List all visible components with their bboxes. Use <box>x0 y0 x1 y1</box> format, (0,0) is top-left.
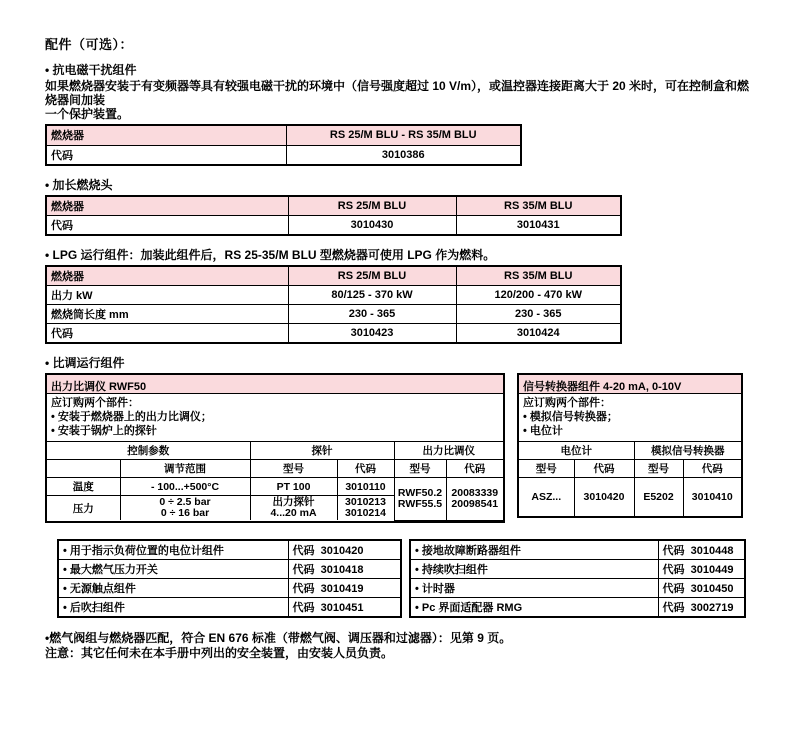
temp-label: 温度 <box>47 478 120 496</box>
pressure-probe-model <box>250 496 337 521</box>
code-value: 3010449 <box>690 563 734 576</box>
accessory-label: • 后吹扫组件 <box>58 597 288 617</box>
subheader-code: 代码 <box>683 460 741 478</box>
accessory-label: • 接地故障断路器组件 <box>410 540 658 560</box>
section-modulating-heading: • 比调运行组件 <box>45 356 125 370</box>
accessory-code <box>288 559 401 578</box>
code-label: 代码 <box>662 563 685 576</box>
cell-value: 3010424 <box>456 324 621 344</box>
emc-code-value: 3010386 <box>286 145 521 165</box>
temp-probe-code: 3010110 <box>337 478 394 496</box>
accessory-code <box>288 578 401 597</box>
table-row <box>46 145 521 165</box>
pressure-probe-code-b: 3010214 <box>345 507 386 519</box>
pressure-probe-code-a: 3010213 <box>345 496 386 508</box>
signal-converter-box-title: 信号转换器组件 4-20 mA, 0-10V <box>519 375 741 394</box>
cell-value: 3010423 <box>288 324 456 344</box>
rwf50-note <box>47 394 503 442</box>
regulator-model-b: RWF55.5 <box>397 497 443 510</box>
regulator-models <box>394 478 446 521</box>
code-label: 代码 <box>662 601 685 614</box>
section-lpg-heading: • LPG 运行组件：加装此组件后，RS 25-35/M BLU 型燃烧器可使用 LPG 作为燃料。 <box>45 248 496 262</box>
table-row <box>47 442 503 460</box>
code-value: 3010418 <box>320 563 364 576</box>
header-cell: 燃烧器 <box>46 266 288 286</box>
code-label: 代码 <box>292 563 315 576</box>
code-label: 代码 <box>662 544 685 557</box>
temp-probe-model: PT 100 <box>250 478 337 496</box>
cell-value: 230 - 365 <box>288 305 456 324</box>
pressure-range-b: 0 ÷ 16 bar <box>160 507 210 519</box>
conv-model: E5202 <box>634 478 683 516</box>
cell-value: 3010430 <box>288 216 456 236</box>
code-label: 代码 <box>292 582 315 595</box>
table-row <box>410 559 745 578</box>
section-emc-heading: • 抗电磁干扰组件 <box>45 63 137 77</box>
accessory-table-right <box>409 539 746 618</box>
sc-note-line2: • 模拟信号转换器； <box>523 411 618 423</box>
emc-burner-header: 燃烧器 <box>46 125 286 145</box>
code-label: 代码 <box>662 582 685 595</box>
group-header-probe: 探针 <box>250 442 394 460</box>
code-label: 代码 <box>292 544 315 557</box>
regulator-codes <box>446 478 503 521</box>
accessory-code <box>658 559 745 578</box>
accessory-label: • 持续吹扫组件 <box>410 559 658 578</box>
cell-label: 代码 <box>46 324 288 344</box>
accessory-label: • 计时器 <box>410 578 658 597</box>
footer-notes <box>45 631 760 661</box>
subheader-code: 代码 <box>337 460 394 478</box>
code-value: 3010451 <box>320 601 364 614</box>
subheader-model: 型号 <box>394 460 446 478</box>
pressure-probe-model-b: 4...20 mA <box>270 507 317 519</box>
signal-converter-table <box>519 442 741 516</box>
rwf50-note-line3: • 安装于锅炉上的探针 <box>51 425 157 437</box>
table-row <box>519 478 741 516</box>
rwf50-note-line1: 应订购两个部件： <box>51 397 139 409</box>
emc-code-label: 代码 <box>46 145 286 165</box>
subheader-model: 型号 <box>519 460 574 478</box>
subheader-range: 调节范围 <box>120 460 250 478</box>
signal-converter-box <box>517 373 743 518</box>
table-row <box>410 540 745 560</box>
emc-model-header: RS 25/M BLU - RS 35/M BLU <box>286 125 521 145</box>
accessory-code <box>288 597 401 617</box>
conv-code: 3010410 <box>683 478 741 516</box>
accessory-label: • 最大燃气压力开关 <box>58 559 288 578</box>
extended-head-table <box>45 195 622 236</box>
header-cell: RS 35/M BLU <box>456 196 621 216</box>
table-row <box>519 442 741 460</box>
table-row <box>519 460 741 478</box>
table-row <box>58 540 401 560</box>
group-header-regulator: 出力比调仪 <box>394 442 503 460</box>
footer-line1: •燃气阀组与燃烧器匹配，符合 EN 676 标准（带燃气阀、调压器和过滤器）：见第 9 页。 <box>45 630 512 645</box>
table-row <box>58 559 401 578</box>
subheader-model: 型号 <box>634 460 683 478</box>
pressure-probe-model-a: 出力探针 <box>272 496 315 508</box>
code-value: 3010450 <box>690 582 734 595</box>
pot-model: ASZ... <box>519 478 574 516</box>
accessory-label: • 无源触点组件 <box>58 578 288 597</box>
lpg-table <box>45 265 622 344</box>
table-row <box>46 196 621 216</box>
table-row <box>410 597 745 617</box>
table-row <box>46 216 621 236</box>
table-row <box>58 597 401 617</box>
header-cell: 燃烧器 <box>46 196 288 216</box>
temp-range: - 100...+500°C <box>120 478 250 496</box>
modulating-boxes <box>45 373 760 523</box>
code-value: 3010448 <box>690 544 734 557</box>
table-row <box>46 305 621 324</box>
table-row <box>47 460 503 478</box>
table-row <box>410 578 745 597</box>
table-row <box>58 578 401 597</box>
subheader-model: 型号 <box>250 460 337 478</box>
subheader-code: 代码 <box>574 460 634 478</box>
table-row <box>47 478 503 496</box>
code-label: 代码 <box>292 601 315 614</box>
code-value: 3002719 <box>690 601 734 614</box>
accessory-code <box>288 540 401 560</box>
table-row <box>46 324 621 344</box>
rwf50-note-line2: • 安装于燃烧器上的出力比调仪； <box>51 411 212 423</box>
emc-table <box>45 124 522 166</box>
rwf50-table <box>47 442 503 521</box>
table-row <box>46 125 521 145</box>
pressure-range <box>120 496 250 521</box>
table-row <box>46 266 621 286</box>
code-value: 3010419 <box>320 582 364 595</box>
rwf50-box <box>45 373 505 523</box>
emc-paragraph-line2: 一个保护装置。 <box>45 107 130 121</box>
accessory-label: • Pc 界面适配器 RMG <box>410 597 658 617</box>
regulator-code-b: 20098541 <box>451 497 499 510</box>
accessory-table-left <box>57 539 402 618</box>
cell-value: 120/200 - 470 kW <box>456 286 621 305</box>
blank-cell <box>47 460 120 478</box>
page-title: 配件（可选）： <box>45 37 134 52</box>
header-cell: RS 25/M BLU <box>288 196 456 216</box>
accessory-code <box>658 540 745 560</box>
sc-note-line1: 应订购两个部件： <box>523 397 611 409</box>
table-row <box>46 286 621 305</box>
signal-converter-note <box>519 394 741 442</box>
cell-value: 80/125 - 370 kW <box>288 286 456 305</box>
rwf50-box-title: 出力比调仪 RWF50 <box>47 375 503 394</box>
group-header-potentiometer: 电位计 <box>519 442 634 460</box>
group-header-converter: 模拟信号转换器 <box>634 442 741 460</box>
header-cell: RS 35/M BLU <box>456 266 621 286</box>
accessory-code <box>658 578 745 597</box>
pot-code: 3010420 <box>574 478 634 516</box>
accessory-code <box>658 597 745 617</box>
cell-value: 3010431 <box>456 216 621 236</box>
subheader-code: 代码 <box>446 460 503 478</box>
group-header-params: 控制参数 <box>47 442 250 460</box>
accessory-label: • 用于指示负荷位置的电位计组件 <box>58 540 288 560</box>
pressure-range-a: 0 ÷ 2.5 bar <box>159 496 211 508</box>
code-value: 3010420 <box>320 544 364 557</box>
cell-label: 出力 kW <box>46 286 288 305</box>
regulator-code-a: 20083339 <box>451 486 499 499</box>
sc-note-line3: • 电位计 <box>523 425 563 437</box>
accessory-tables <box>57 539 760 618</box>
pressure-probe-code <box>337 496 394 521</box>
cell-label: 代码 <box>46 216 288 236</box>
pressure-label: 压力 <box>47 496 120 521</box>
emc-paragraph-line1: 如果燃烧器安装于有变频器等具有较强电磁干扰的环境中（信号强度超过 10 V/m），或温控器连接距离大于 20 米时，可在控制盒和燃烧器间加装 <box>45 79 750 107</box>
section-extended-head-heading: • 加长燃烧头 <box>45 178 113 192</box>
cell-label: 燃烧筒长度 mm <box>46 305 288 324</box>
cell-value: 230 - 365 <box>456 305 621 324</box>
regulator-model-a: RWF50.2 <box>397 486 443 499</box>
footer-line2: 注意：其它任何未在本手册中列出的安全装置，由安装人员负责。 <box>45 645 394 660</box>
header-cell: RS 25/M BLU <box>288 266 456 286</box>
